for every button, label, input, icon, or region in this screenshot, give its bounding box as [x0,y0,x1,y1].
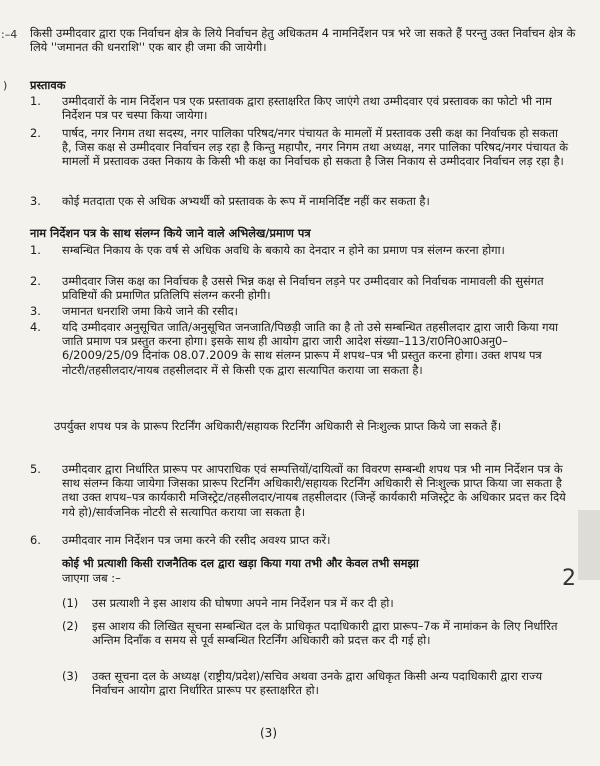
page-number: (3) [260,726,277,740]
documents-item-number: 5. [30,462,41,476]
proposer-item-text: उम्मीदवारों के नाम निर्देशन पत्र एक प्रस्तावक द्वारा हस्ताक्षरित किए जाएंगे तथा उम्मीदवार एवं प्रस्तावक का फोटो भी नाम निर्देशन पत्र पर चस्पा किया जायेगा। [62,94,552,123]
scan-shadow [578,510,600,580]
party-item-text: उक्त सूचना दल के अध्यक्ष (राष्ट्रीय/प्रदेश)/सचिव अथवा उनके द्वारा अधिकृत किसी अन्य पदाधिकारी द्वारा राज्य निर्वाचन आयोग द्वारा निर्धारित प्रारूप पर हस्ताक्षरित हो। [92,669,543,698]
proposer-item-text: पार्षद, नगर निगम तथा सदस्य, नगर पालिका परिषद/नगर पंचायत के मामलों में प्रस्तावक उसी कक्ष का निर्वाचक हो सकता है, जिस कक्ष से उम्मीदवार निर्वाचन लड़ रहा है किन्तु महापौर, नगर निगम तथा अध्यक्ष, नगर पालिका परिषद/नगर पंचायत के मामलों में प्रस्तावक उक्त निकाय के किसी भी कक्ष का निर्वाचक हो सकता है जिस निकाय से उम्मीदवार निर्वाचन लड़ रहा है। [62,126,569,169]
documents-title: नाम निर्देशन पत्र के साथ संलग्न किये जाने वाले अभिलेख/प्रमाण पत्र [30,226,311,240]
documents-item-number: 4. [30,320,41,334]
party-item-number: (1) [62,596,79,610]
party-item-number: (3) [62,669,79,683]
section-marker: ) [3,79,8,92]
party-title: कोई भी प्रत्याशी किसी राजनैतिक दल द्वारा खड़ा किया गया तभी और केवल तभी समझा [62,557,419,570]
edge-marker: :–4 [1,28,18,41]
documents-item-number: 2. [30,274,41,288]
intro-paragraph: किसी उम्मीदवार द्वारा एक निर्वाचन क्षेत्र के लिये निर्वाचन हेतु अधिकतम 4 नामनिर्देशन पत्र भरे जा सकते हैं परन्तु उक्त निर्वाचन क्षेत्र के लिये ''जमानत की धनराशि'' एक बार ही जमा की जायेगी। [30,26,576,55]
party-item-text: इस आशय की लिखित सूचना सम्बन्धित दल के प्राधिकृत पदाधिकारी द्वारा प्रारूप–7क में नामांकन के लिए निर्धारित अन्तिम दिनाँक व समय से पूर्व सम्बन्धित रिटर्निंग अधिकारी को प्रदत्त कर दी गई हो। [92,619,558,648]
party-item-text: उस प्रत्याशी ने इस आशय की घोषणा अपने नाम निर्देशन पत्र में कर दी हो। [92,596,394,610]
proposer-item-number: 1. [30,94,41,108]
side-mark: 2 [562,566,576,591]
proposer-item-number: 3. [30,194,41,208]
documents-item-text: उम्मीदवार द्वारा निर्धारित प्रारूप पर आपराधिक एवं सम्पत्तियों/दायित्वों का विवरण सम्बन्धी शपथ पत्र भी नाम निर्देशन पत्र के साथ संलग्न किया जायेगा जिसका प्रारूप रिटर्निंग अधिकारी/सहायक रिटर्निंग अधिकारी से निःशुल्क प्राप्त किया जा सकता है तथा उक्त शपथ–पत्र कार्यकारी मजिस्ट्रेट/तहसीलदार/नायब तहसीलदार (जिन्हें कार्यकारी मजिस्ट्रेट के अधिकार प्रदत्त कर दिये गये हो)/सार्वजनिक नोटरी से सत्यापित कराया जा सकता है। [62,462,566,519]
party-title-continued: जाएगा जब :– [62,571,121,585]
proposer-title: प्रस्तावक [30,78,66,92]
documents-item-number: 3. [30,304,41,318]
documents-item-text: जमानत धनराशि जमा किये जाने की रसीद। [62,304,239,318]
documents-item-text: उम्मीदवार नाम निर्देशन पत्र जमा करने की रसीद अवश्य प्राप्त करें। [62,533,331,547]
documents-item-number: 6. [30,533,41,547]
documents-item-text: सम्बन्धित निकाय के एक वर्ष से अधिक अवधि के बकाये का देनदार न होने का प्रमाण पत्र संलग्न करना होगा। [62,243,505,257]
party-item-number: (2) [62,619,79,633]
documents-item-text: उम्मीदवार जिस कक्ष का निर्वाचक है उससे भिन्न कक्ष से निर्वाचन लड़ने पर उम्मीदवार को निर्वाचक नामावली की सुसंगत प्रविष्टियों की प्रमाणित प्रतिलिपि संलग्न करनी होगी। [62,274,544,303]
proposer-item-text: कोई मतदाता एक से अधिक अभ्यर्थी को प्रस्तावक के रूप में नामनिर्दिष्ट नहीं कर सकता है। [62,194,430,208]
documents-note: उपर्युक्त शपथ पत्र के प्रारूप रिटर्निंग अधिकारी/सहायक रिटर्निंग अधिकारी से निःशुल्क प्राप्त किये जा सकते हैं। [54,419,502,433]
proposer-item-number: 2. [30,126,41,140]
documents-item-text: यदि उम्मीदवार अनुसूचित जाति/अनुसूचित जनजाति/पिछड़ी जाति का है तो उसे सम्बन्धित तहसीलदार द्वारा जारी किया गया जाति प्रमाण पत्र प्रस्तुत करना होगा। इसके साथ ही आयोग द्वारा जारी आदेश संख्या–113/रा0नि0आ0अनु0–6/2009/25/09 दिनांक 08.07.2009 के साथ संलग्न प्रारूप में शपथ–पत्र भी प्रस्तुत करना होगा। उक्त शपथ पत्र नोटरी/तहसीलदार/नायब तहसीलदार में से किसी एक द्वारा सत्यापित कराया जा सकता है। [62,320,559,377]
documents-item-number: 1. [30,243,41,257]
